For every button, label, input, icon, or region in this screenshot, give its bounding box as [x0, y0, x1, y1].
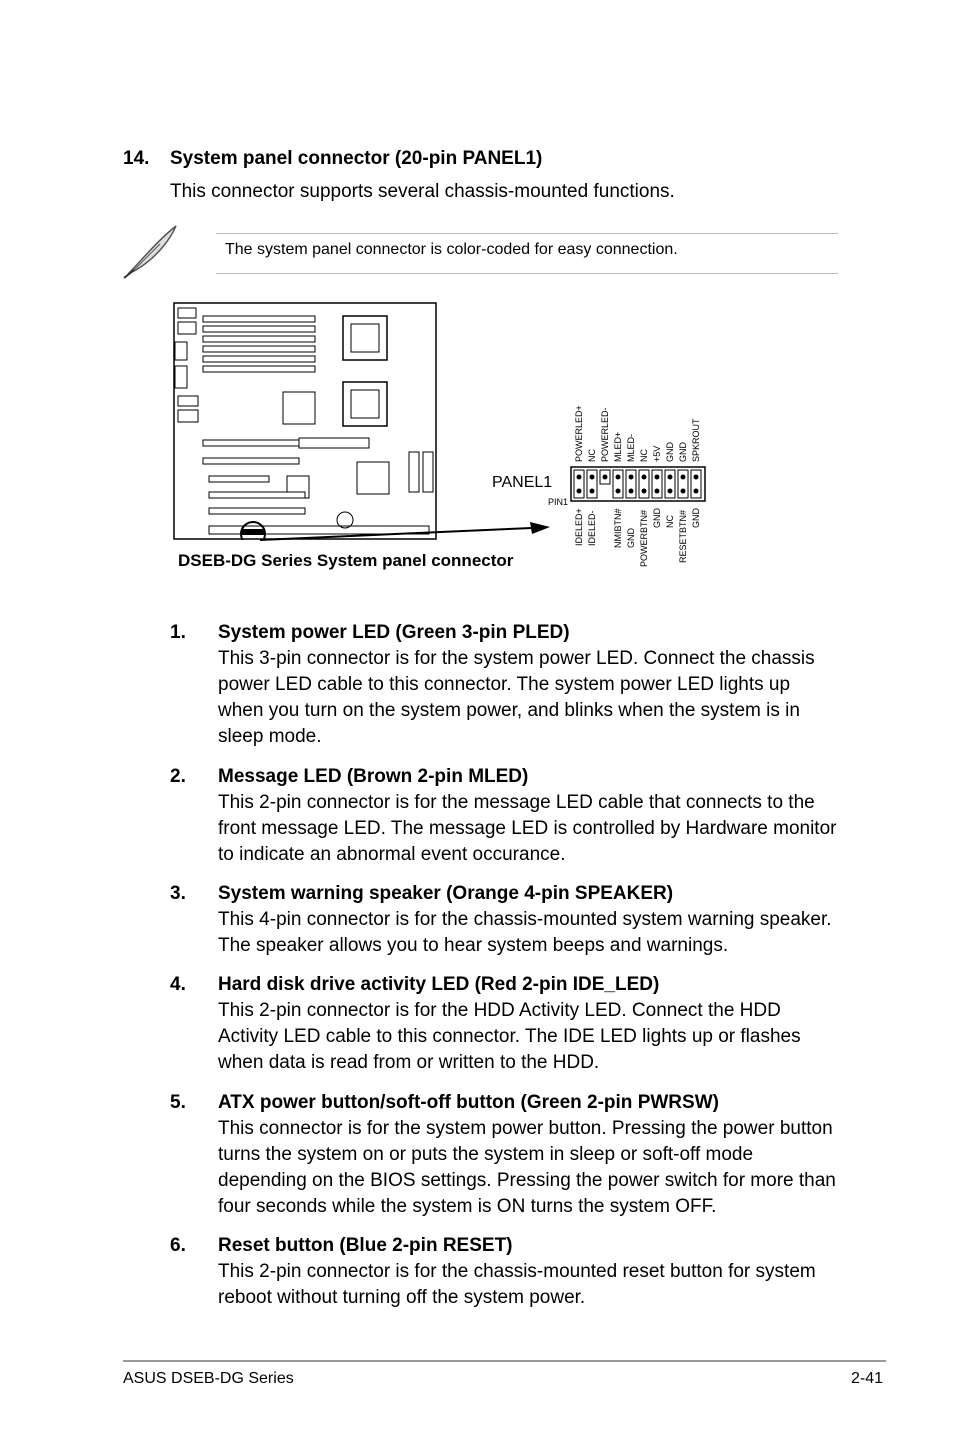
- list-item: [170, 1090, 850, 1220]
- diagram-caption: DSEB-DG Series System panel connector: [178, 551, 514, 570]
- section-description: This connector supports several chassis-mounted functions.: [170, 181, 675, 202]
- pin-label-top: NC: [639, 449, 649, 462]
- pin-label-top: POWERLED-: [600, 407, 610, 462]
- pin-label-bottom: NMIBTN#: [613, 508, 623, 548]
- section-number: 14.: [123, 148, 150, 169]
- pin-label-bottom: GND: [691, 508, 701, 528]
- footer-rule: [123, 1360, 886, 1362]
- item-body: This 4-pin connector is for the chassis-mounted system warning speaker. The speaker allows you to hear system beeps and warnings.: [218, 909, 832, 956]
- note-top-rule: [216, 233, 838, 234]
- pin-label-bottom: NC: [665, 515, 675, 528]
- footer-product: ASUS DSEB-DG Series: [123, 1370, 294, 1387]
- pin-label-bottom: RESETBTN#: [678, 509, 688, 563]
- page-number: 2-41: [851, 1370, 884, 1387]
- note-bottom-rule: [216, 273, 838, 274]
- section-title: System panel connector (20-pin PANEL1): [170, 148, 543, 169]
- item-body: This 3-pin connector is for the system power LED. Connect the chassis power LED cable to this connector. The system power LED lights up when you turn on the system power, and blinks when the system is in sleep mode.: [218, 648, 815, 747]
- note-text: The system panel connector is color-coded for easy connection.: [225, 241, 678, 258]
- item-number: 4.: [170, 974, 186, 995]
- item-title: ATX power button/soft-off button (Green 2-pin PWRSW): [218, 1092, 719, 1113]
- pin-label-top: MLED-: [626, 433, 636, 462]
- item-title: System power LED (Green 3-pin PLED): [218, 622, 570, 643]
- list-item: [170, 972, 850, 1076]
- pointer-arrow: [260, 520, 560, 544]
- item-body: This 2-pin connector is for the chassis-mounted reset button for system reboot without turning off the system power.: [218, 1261, 816, 1308]
- item-number: 3.: [170, 883, 186, 904]
- list-item: [170, 620, 850, 750]
- item-number: 2.: [170, 766, 186, 787]
- item-number: 1.: [170, 622, 186, 643]
- item-title: Hard disk drive activity LED (Red 2-pin IDE_LED): [218, 974, 660, 995]
- pin-label-top: NC: [587, 449, 597, 462]
- motherboard-diagram: [173, 302, 437, 540]
- item-body: This 2-pin connector is for the message LED cable that connects to the front message LED. The message LED is controlled by Hardware monitor to indicate an abnormal event occurance.: [218, 792, 837, 865]
- panel1-connector: [570, 466, 706, 502]
- pin-label-top: GND: [665, 442, 675, 462]
- item-title: System warning speaker (Orange 4-pin SPEAKER): [218, 883, 674, 904]
- list-item: [170, 1233, 850, 1311]
- pin-label-top: POWERLED+: [574, 405, 584, 462]
- pin-label-bottom: POWERBTN#: [639, 509, 649, 567]
- panel1-label: PANEL1: [492, 474, 553, 491]
- pin-label-bottom: GND: [626, 528, 636, 548]
- item-number: 6.: [170, 1235, 186, 1256]
- pin-label-bottom: IDELED-: [587, 510, 597, 546]
- item-body: This connector is for the system power button. Pressing the power button turns the system on or puts the system in sleep or soft-off mode depending on the BIOS settings. Pressing the power switch for more than four seconds while the system is ON turns the system OFF.: [218, 1118, 836, 1217]
- pin-label-bottom: IDELED+: [574, 508, 584, 546]
- list-item: [170, 764, 850, 868]
- pin-label-top: SPKROUT: [691, 418, 701, 462]
- pin-label-bottom: GND: [652, 508, 662, 528]
- pin-label-top: +5V: [652, 445, 662, 462]
- pin1-label: PIN1: [548, 497, 569, 507]
- pin-label-top: MLED+: [613, 431, 623, 462]
- pin-label-top: GND: [678, 442, 688, 462]
- note-pen-icon: [120, 222, 182, 282]
- item-body: This 2-pin connector is for the HDD Activity LED. Connect the HDD Activity LED cable to this connector. The IDE LED lights up or flashes when data is read from or written to the HDD.: [218, 1000, 801, 1073]
- list-item: [170, 881, 850, 959]
- item-title: Reset button (Blue 2-pin RESET): [218, 1235, 513, 1256]
- item-number: 5.: [170, 1092, 186, 1113]
- item-title: Message LED (Brown 2-pin MLED): [218, 766, 529, 787]
